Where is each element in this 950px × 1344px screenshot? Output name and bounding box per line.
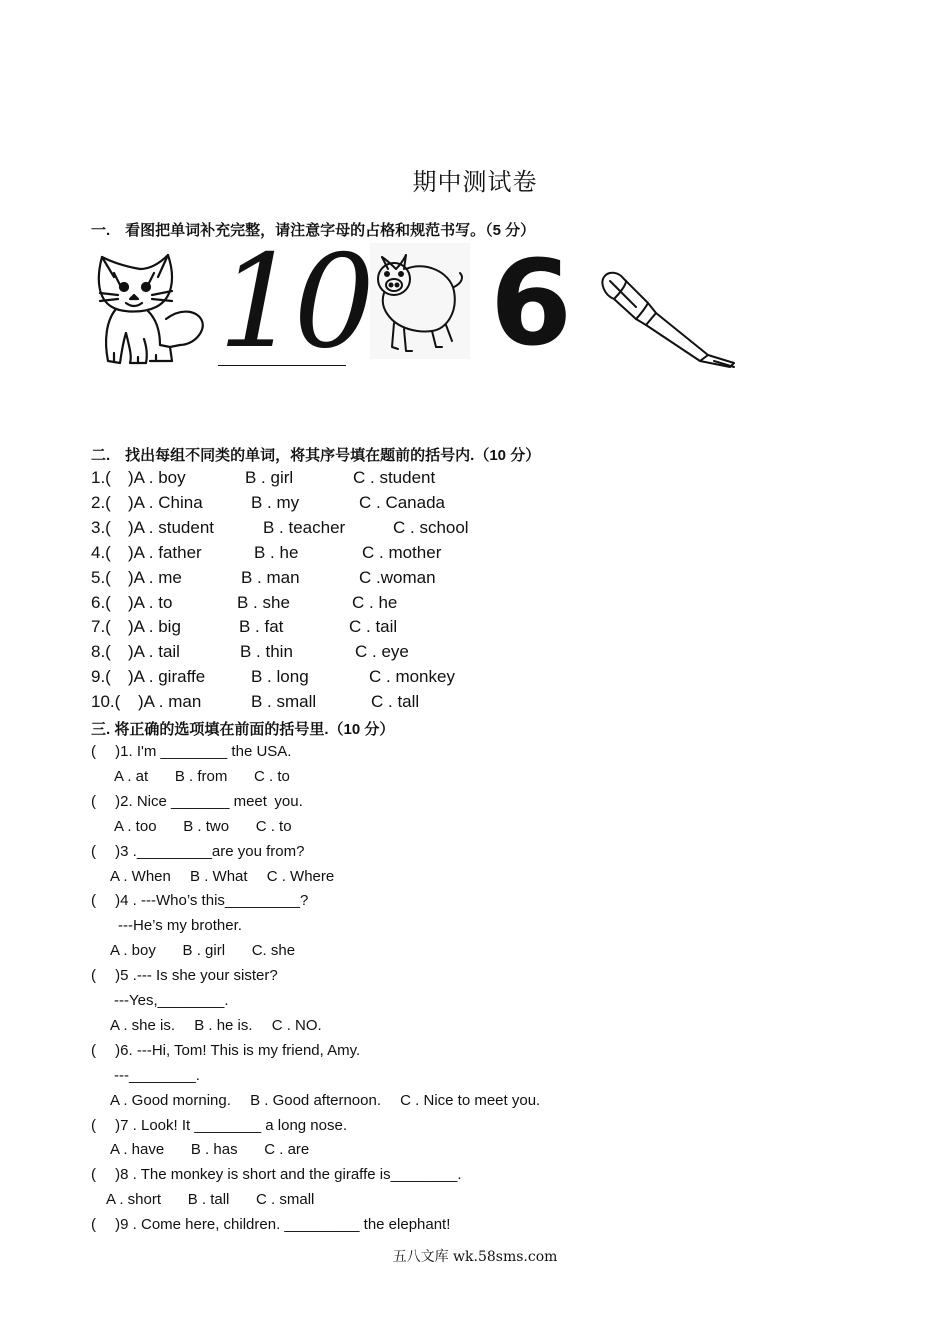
option-a: )A . student (128, 517, 214, 537)
option-line: A . boy B . girl C. she (110, 942, 296, 960)
option-a: )A . father (128, 542, 202, 562)
option-a: )A . man (138, 692, 202, 712)
option-c: C . student (353, 468, 436, 487)
option-b: B . small (251, 692, 317, 712)
option-line: A . at B . from C . to (114, 767, 290, 785)
question-number: 8.( (91, 642, 111, 662)
option-line: A . too B . two C . to (114, 817, 292, 835)
option-c: C . tail (349, 617, 398, 637)
section-3-heading: 三. 将正确的选项填在前面的括号里.（10 分） (91, 721, 395, 738)
option-a: )A . boy (128, 468, 186, 487)
option-line: A . have B . has C . are (110, 1141, 310, 1159)
option-c: C . monkey (369, 667, 455, 687)
question-line: ( )2. Nice _______ meet you. (91, 792, 303, 810)
option-line: ---________. (114, 1066, 200, 1084)
page-title: 期中测试卷 (412, 168, 538, 196)
option-a: )A . to (128, 592, 173, 612)
option-c: C .woman (359, 567, 436, 587)
option-b: B . fat (239, 617, 284, 637)
option-b: B . she (237, 592, 290, 612)
option-a: )A . me (128, 567, 182, 587)
question-number: 4.( (91, 542, 111, 562)
option-a: )A . tail (128, 642, 180, 662)
option-b: B . long (251, 667, 309, 687)
option-line: A . Good morning. B . Good afternoon. C . Nice to meet you. (110, 1091, 541, 1109)
question-line: ( )7 . Look! It ________ a long nose. (91, 1116, 348, 1134)
question-line: ( )3 ._________are you from? (91, 842, 305, 860)
option-a: )A . giraffe (128, 667, 206, 687)
option-a: )A . big (128, 617, 181, 637)
option-line: ---Yes,________. (114, 992, 229, 1009)
option-c: C . tall (371, 692, 420, 712)
option-line: A . short B . tall C . small (106, 1191, 315, 1209)
option-c: C . mother (362, 542, 442, 562)
option-line: A . When B . What C . Where (110, 867, 335, 885)
option-c: C . eye (355, 642, 409, 662)
option-b: B . thin (240, 642, 293, 662)
question-line: ( )5 .--- Is she your sister? (91, 967, 278, 985)
option-c: C . school (393, 517, 469, 537)
option-line: ---He’s my brother. (118, 917, 242, 935)
ten-number (218, 228, 369, 377)
option-b: B . teacher (263, 517, 346, 537)
question-number: 5.( (91, 567, 111, 587)
section-1-heading: 一. 看图把单词补充完整，请注意字母的占格和规范书写。（5 分） (91, 222, 536, 239)
option-c: C . Canada (359, 492, 445, 512)
question-line: ( )4 . ---Who’s this_________? (91, 892, 309, 910)
question-line: ( )1. I'm ________ the USA. (91, 743, 292, 760)
question-line: ( )6. ---Hi, Tom! This is my friend, Amy. (91, 1041, 361, 1059)
cat-icon (90, 249, 208, 369)
question-number: 6.( (91, 592, 111, 612)
option-b: B . my (251, 492, 300, 512)
option-line: A . she is. B . he is. C . NO. (110, 1016, 322, 1034)
question-line: ( )9 . Come here, children. _________ the elephant! (91, 1216, 451, 1234)
option-c: C . he (352, 592, 398, 612)
option-b: B . man (241, 567, 300, 587)
pen-icon (596, 263, 746, 373)
six-digit: 6 (490, 234, 573, 372)
option-b: B . girl (245, 468, 294, 487)
option-b: B . he (254, 542, 299, 562)
question-number: 1.( (91, 468, 111, 487)
pig-icon (370, 243, 470, 359)
footer-watermark: 五八文库 wk.58sms.com (392, 1249, 558, 1265)
question-number: 7.( (91, 617, 111, 637)
question-number: 9.( (91, 667, 111, 687)
six-number (490, 234, 573, 372)
question-line: ( )8 . The monkey is short and the giraffe is________. (91, 1166, 462, 1184)
question-number: 2.( (91, 492, 111, 512)
question-number: 10.( (91, 692, 121, 712)
question-number: 3.( (91, 517, 111, 537)
ten-digits: 10 (218, 228, 369, 377)
section-2-heading: 二. 找出每组不同类的单词，将其序号填在题前的括号内.（10 分） (91, 447, 541, 464)
option-a: )A . China (128, 492, 203, 512)
